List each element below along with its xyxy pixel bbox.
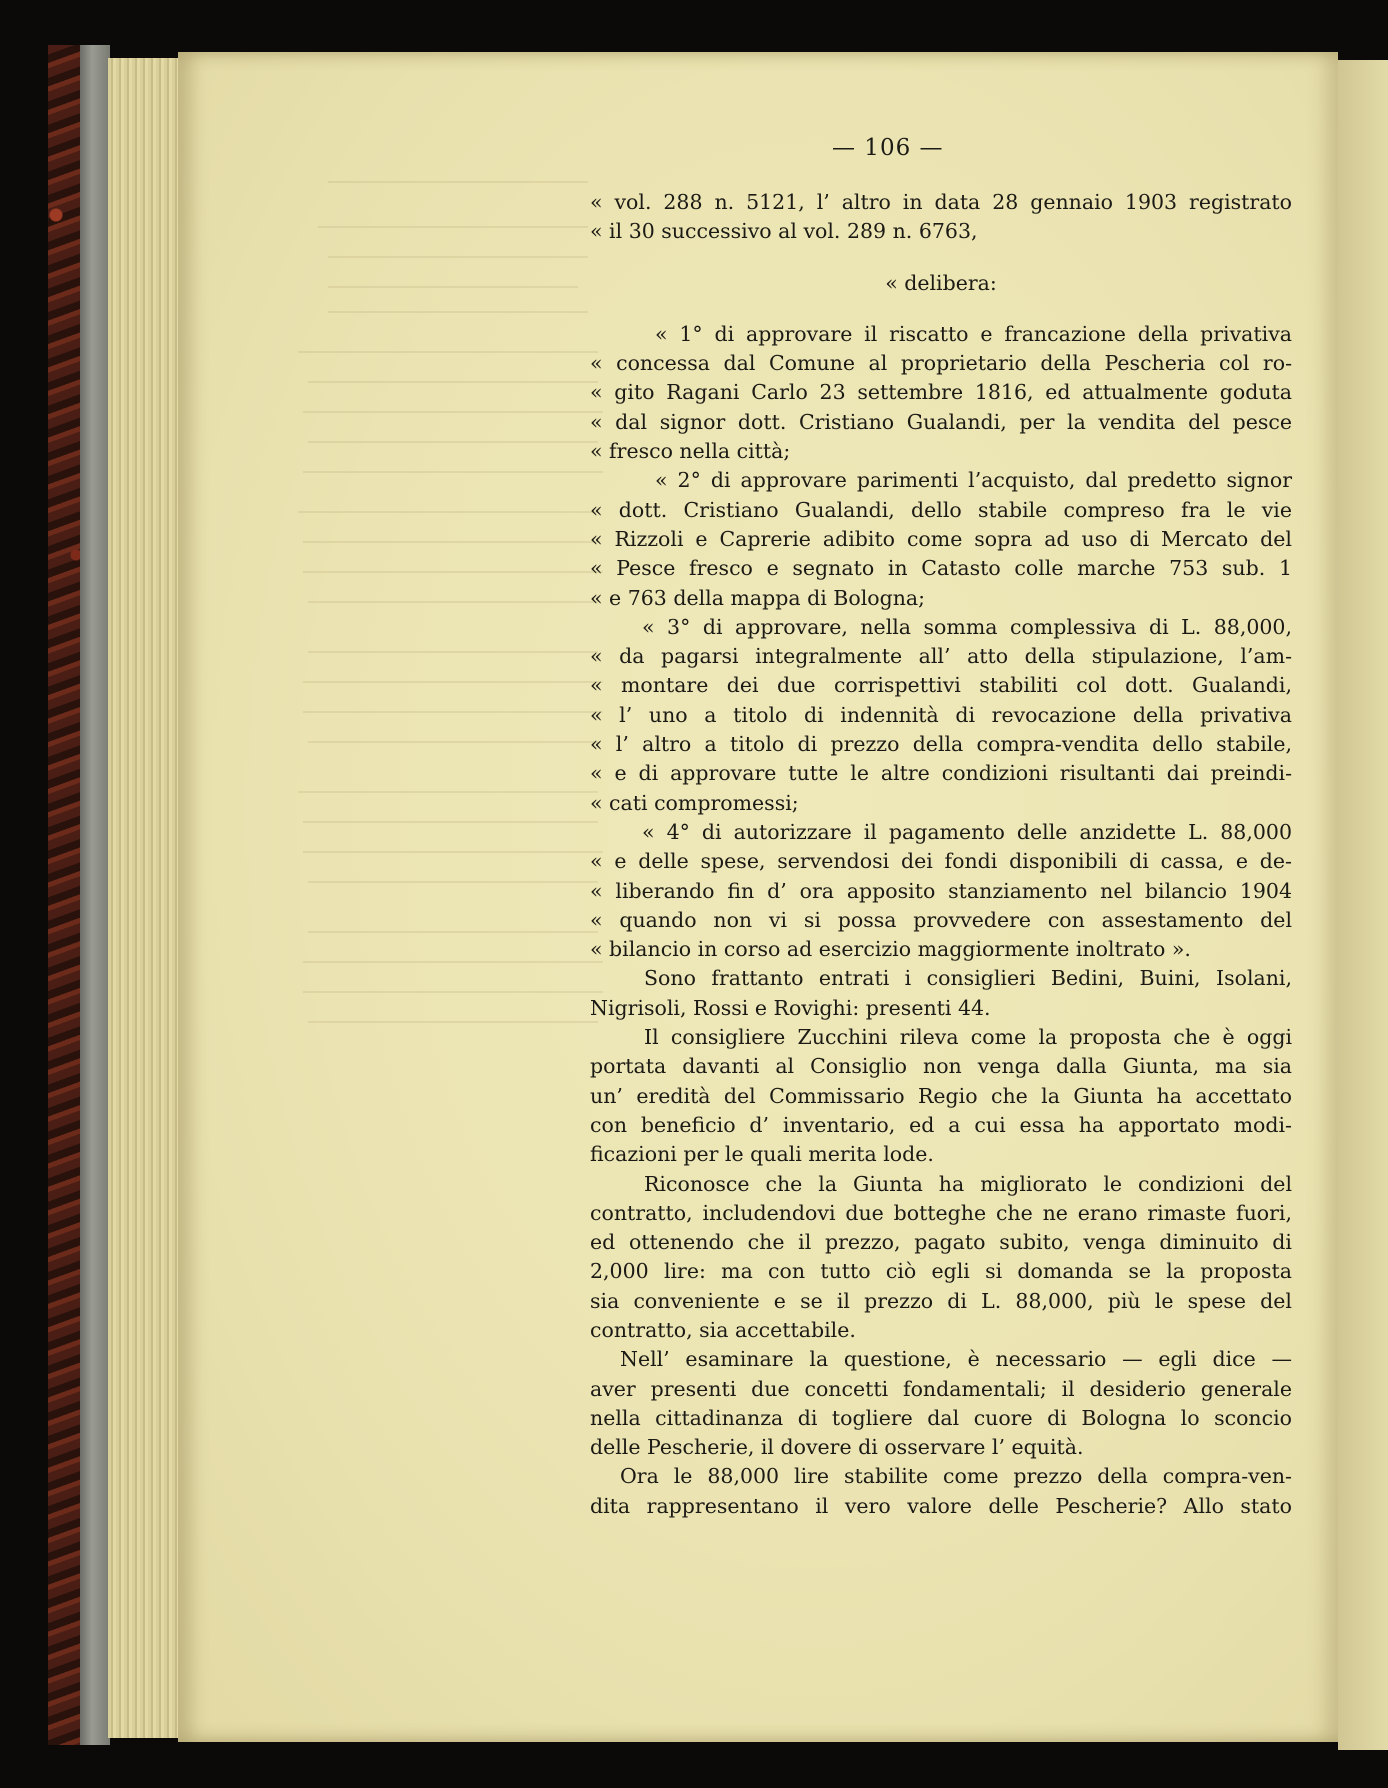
text-line: « 2° di approvare parimenti l’acquisto, dal predetto signor (655, 468, 1292, 493)
text-line: un’ eredità del Commissario Regio che la Giunta ha accettato (590, 1083, 1292, 1108)
body-text (590, 188, 1292, 1521)
text-line: « vol. 288 n. 5121, l’ altro in data 28 gennaio 1903 registrato (590, 190, 1292, 214)
text-line: ficazioni per le quali merita lode. (590, 1142, 934, 1167)
text-line: « cati compromessi; (590, 790, 799, 815)
text-line: « dal signor dott. Cristiano Gualandi, per la vendita del pesce (590, 409, 1292, 434)
book-spine (80, 45, 110, 1745)
text-line: contratto, sia accettabile. (590, 1317, 856, 1342)
page-number: — 106 — (832, 135, 944, 161)
text-line: « 1° di approvare il riscatto e francazione della privativa (655, 321, 1292, 346)
text-line: « 4° di autorizzare il pagamento delle anzidette L. 88,000 (642, 819, 1292, 844)
text-line: Nigrisoli, Rossi e Rovighi: presenti 44. (590, 995, 991, 1020)
text-line: contratto, includendovi due botteghe che ne erano rimaste fuori, (590, 1200, 1292, 1225)
page-edges (108, 58, 188, 1738)
text-line: « quando non vi si possa provvedere con assestamento del (590, 907, 1292, 932)
text-line: dita rappresentano il vero valore delle Pescherie? Allo stato (590, 1493, 1292, 1518)
text-line: nella cittadinanza di togliere dal cuore di Bologna lo sconcio (590, 1405, 1292, 1430)
text-line: « da pagarsi integralmente all’ atto della stipulazione, l’am- (590, 644, 1292, 669)
text-line: « gito Ragani Carlo 23 settembre 1816, ed attualmente goduta (590, 380, 1292, 405)
facing-page-edge (1338, 60, 1388, 1750)
text-line: « concessa dal Comune al proprietario della Pescheria col ro- (590, 351, 1292, 376)
text-line: « il 30 successivo al vol. 289 n. 6763, (590, 219, 978, 244)
text-line: Sono frattanto entrati i consiglieri Bedini, Buini, Isolani, (644, 966, 1292, 991)
text-line: « delibera: (885, 270, 997, 295)
text-line: « e di approvare tutte le altre condizioni risultanti dai preindi- (590, 761, 1292, 786)
text-line: « e delle spese, servendosi dei fondi disponibili di cassa, e de- (590, 849, 1292, 874)
text-line: con beneficio d’ inventario, ed a cui essa ha apportato modi- (590, 1112, 1292, 1137)
text-line: « bilancio in corso ad esercizio maggiormente inoltrato ». (590, 937, 1191, 962)
text-line: Ora le 88,000 lire stabilite come prezzo della compra-ven- (620, 1464, 1292, 1489)
text-line: « dott. Cristiano Gualandi, dello stabile compreso fra le vie (590, 497, 1292, 522)
text-line: 2,000 lire: ma con tutto ciò egli si domanda se la proposta (590, 1259, 1292, 1284)
text-line: « liberando fin d’ ora apposito stanziamento nel bilancio 1904 (590, 878, 1292, 903)
text-line: « e 763 della mappa di Bologna; (590, 585, 926, 610)
text-line: Il consigliere Zucchini rileva come la proposta che è oggi (644, 1025, 1292, 1050)
text-line: « l’ uno a titolo di indennità di revocazione della privativa (590, 702, 1292, 727)
text-line: « Pesce fresco e segnato in Catasto colle marche 753 sub. 1 (590, 556, 1292, 581)
text-line: portata davanti al Consiglio non venga dalla Giunta, ma sia (590, 1054, 1292, 1079)
text-line: « 3° di approvare, nella somma complessiva di L. 88,000, (642, 614, 1292, 639)
text-line: « Rizzoli e Caprerie adibito come sopra ad uso di Mercato del (590, 526, 1292, 551)
text-line: Riconosce che la Giunta ha migliorato le condizioni del (644, 1171, 1292, 1196)
text-line: « l’ altro a titolo di prezzo della compra-vendita dello stabile, (590, 732, 1292, 757)
text-line: sia conveniente e se il prezzo di L. 88,000, più le spese del (590, 1288, 1292, 1313)
text-line: « fresco nella città; (590, 439, 791, 464)
text-line: delle Pescherie, il dovere di osservare l’ equità. (590, 1435, 1084, 1460)
text-line: ed ottenendo che il prezzo, pagato subito, venga diminuito di (590, 1230, 1292, 1255)
text-line: « montare dei due corrispettivi stabiliti col dott. Gualandi, (590, 673, 1292, 698)
text-line: aver presenti due concetti fondamentali; il desiderio generale (590, 1376, 1292, 1401)
text-line: Nell’ esaminare la questione, è necessario — egli dice — (620, 1347, 1292, 1372)
